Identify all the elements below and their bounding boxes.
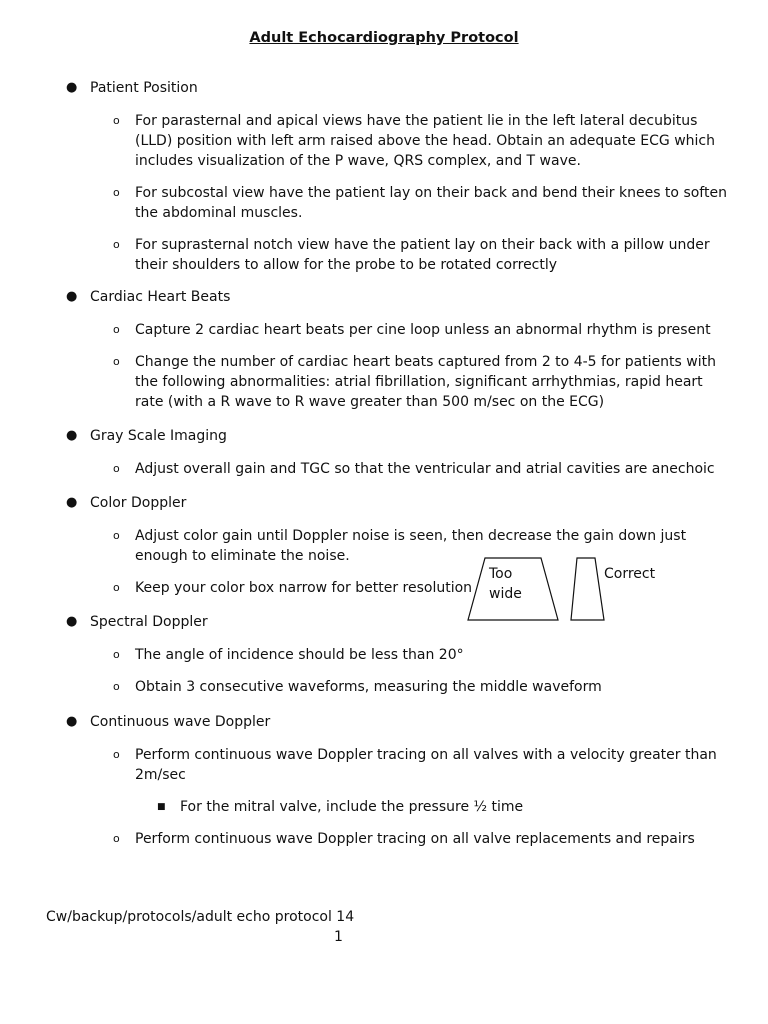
section-heading: Patient Position <box>90 80 198 96</box>
section-bullet-icon: ● <box>66 428 78 443</box>
item-text-line: 2m/sec <box>135 767 186 783</box>
item-bullet-icon: o <box>113 680 120 693</box>
item-text-line: Obtain 3 consecutive waveforms, measuring the middle waveform <box>135 679 602 695</box>
item-bullet-icon: o <box>113 238 120 251</box>
item-text-line: For subcostal view have the patient lay on their back and bend their knees to soften <box>135 185 727 201</box>
item-text-line: rate (with a R wave to R wave greater than 500 m/sec on the ECG) <box>135 394 605 410</box>
section-bullet-icon: ● <box>66 495 78 510</box>
item-bullet-icon: o <box>113 462 120 475</box>
item-text-line: Adjust color gain until Doppler noise is seen, then decrease the gain down just <box>135 528 687 544</box>
item-text-line: Change the number of cardiac heart beats captured from 2 to 4-5 for patients with <box>135 354 716 370</box>
subitem-bullet-icon: ■ <box>157 802 166 812</box>
item-text-line: enough to eliminate the noise. <box>135 548 350 564</box>
item-bullet-icon: o <box>113 581 120 594</box>
item-bullet-icon: o <box>113 114 120 127</box>
item-bullet-icon: o <box>113 355 120 368</box>
correct-label: Correct <box>604 566 656 582</box>
page-number: 1 <box>334 929 343 945</box>
item-bullet-icon: o <box>113 648 120 661</box>
item-text-line: For suprasternal notch view have the patient lay on their back with a pillow under <box>135 237 710 253</box>
item-text-line: Capture 2 cardiac heart beats per cine loop unless an abnormal rhythm is present <box>135 322 711 338</box>
section-bullet-icon: ● <box>66 80 78 95</box>
section-heading: Spectral Doppler <box>90 614 208 630</box>
item-text-line: Keep your color box narrow for better resolution <box>135 580 473 596</box>
section-heading: Cardiac Heart Beats <box>90 289 231 305</box>
item-text-line: includes visualization of the P wave, QRS complex, and T wave. <box>135 153 581 169</box>
section-heading: Continuous wave Doppler <box>90 714 271 730</box>
section-bullet-icon: ● <box>66 714 78 729</box>
item-text-line: the following abnormalities: atrial fibrillation, significant arrhythmias, rapid heart <box>135 374 703 390</box>
footer-path: Cw/backup/protocols/adult echo protocol 14 <box>46 909 355 925</box>
item-text-line: (LLD) position with left arm raised above the head. Obtain an adequate ECG which <box>135 133 716 149</box>
section-heading: Color Doppler <box>90 495 187 511</box>
item-bullet-icon: o <box>113 186 120 199</box>
section-bullet-icon: ● <box>66 614 78 629</box>
section-heading: Gray Scale Imaging <box>90 428 227 444</box>
item-text-line: For parasternal and apical views have the patient lie in the left lateral decubitus <box>135 113 698 129</box>
item-bullet-icon: o <box>113 832 120 845</box>
too-wide-label-line-2: wide <box>489 586 522 602</box>
section-bullet-icon: ● <box>66 289 78 304</box>
item-text-line: the abdominal muscles. <box>135 205 303 221</box>
item-text-line: Perform continuous wave Doppler tracing on all valves with a velocity greater than <box>135 747 717 763</box>
item-text-line: Perform continuous wave Doppler tracing on all valve replacements and repairs <box>135 831 695 847</box>
item-text-line: The angle of incidence should be less than 20° <box>135 647 464 663</box>
item-bullet-icon: o <box>113 748 120 761</box>
item-text-line: their shoulders to allow for the probe to be rotated correctly <box>135 257 558 273</box>
correct-trapezoid <box>571 558 604 620</box>
item-bullet-icon: o <box>113 323 120 336</box>
item-bullet-icon: o <box>113 529 120 542</box>
document-title: Adult Echocardiography Protocol <box>249 30 519 46</box>
subitem-text-line: For the mitral valve, include the pressure ½ time <box>180 799 524 815</box>
too-wide-label-line-1: Too <box>489 566 513 582</box>
item-text-line: Adjust overall gain and TGC so that the ventricular and atrial cavities are anechoic <box>135 461 715 477</box>
